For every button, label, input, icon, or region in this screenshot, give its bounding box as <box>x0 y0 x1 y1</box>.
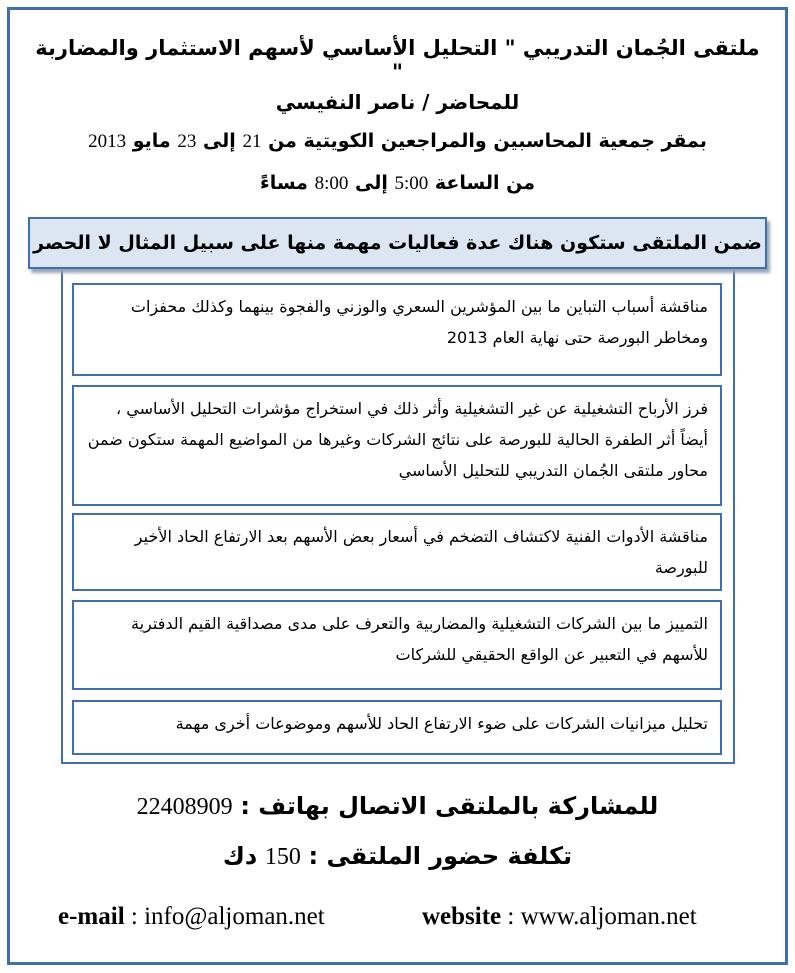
participation-label: للمشاركة بالملتقى الاتصال بهاتف : <box>240 792 659 820</box>
event-item: التمييز ما بين الشركات التشغيلية والمضاربية والتعرف على مدى مصداقية القيم الدفترية للأسهم في التعبير عن الواقع الحقيقي للشركات <box>72 600 722 690</box>
website-label: website <box>422 903 502 930</box>
email-link[interactable]: info@aljoman.net <box>144 903 325 930</box>
event-item: مناقشة الأدوات الفنية لاكتشاف التضخم في أسعار بعض الأسهم بعد الارتفاع الحاد الأخير للبورصة <box>72 513 722 591</box>
lecturer-line: للمحاضر / ناصر النفيسي <box>275 90 520 114</box>
participation-line <box>30 792 765 821</box>
time-text: من الساعة <box>434 172 535 194</box>
website-link[interactable]: www.aljoman.net <box>520 903 697 930</box>
venue-year: 2013 <box>88 131 127 152</box>
venue-line <box>30 130 765 153</box>
email-label: e-mail <box>58 903 125 930</box>
event-item: فرز الأرباح التشغيلية عن غير التشغيلية وأثر ذلك في استخراج مؤشرات التحليل الأساسي ، أيضاً أثر الطفرة الحالية للبورصة على نتائج الشركات وغيرها من المواضيع المهمة ستكون ضمن محاور ملتقى الجُمان التدريبي للتحليل الأساسي <box>72 385 722 506</box>
time-from: 5:00 <box>394 173 429 194</box>
venue-day-to: 23 <box>177 131 197 152</box>
page-title: ملتقى الجُمان التدريبي " التحليل الأساسي لأسهم الاستثمار والمضاربة " <box>35 36 760 84</box>
email-line <box>58 903 325 931</box>
venue-day-from: 21 <box>242 131 262 152</box>
website-separator: : <box>507 903 515 930</box>
venue-to-word: إلى <box>202 130 236 152</box>
venue-text: بمقر جمعية المحاسبين والمراجعين الكويتية من <box>268 130 707 152</box>
time-to: 8:00 <box>314 173 349 194</box>
cost-value: 150 <box>264 844 301 870</box>
cost-currency: دك <box>222 842 258 870</box>
time-line <box>30 172 765 195</box>
cost-line <box>30 842 765 871</box>
venue-month: مايو <box>132 130 171 152</box>
events-banner: ضمن الملتقى ستكون هناك عدة فعاليات مهمة منها على سبيل المثال لا الحصر <box>28 217 767 269</box>
time-to-word: إلى <box>354 172 388 194</box>
email-separator: : <box>130 903 138 930</box>
time-suffix: مساءً <box>260 172 308 194</box>
cost-label: تكلفة حضور الملتقى : <box>308 842 573 870</box>
event-item: تحليل ميزانيات الشركات على ضوء الارتفاع الحاد للأسهم وموضوعات أخرى مهمة <box>72 700 722 755</box>
event-item: مناقشة أسباب التباين ما بين المؤشرين السعري والوزني والفجوة بينهما وكذلك محفزات ومخاطر البورصة حتى نهاية العام 2013 <box>72 283 722 376</box>
phone-number: 22408909 <box>136 794 233 820</box>
website-line <box>422 903 697 931</box>
